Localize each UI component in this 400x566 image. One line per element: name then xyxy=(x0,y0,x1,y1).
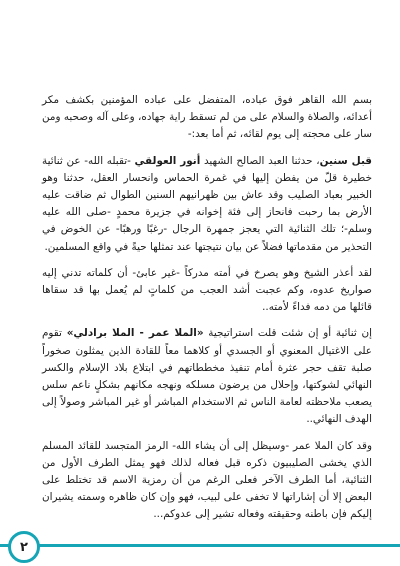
awlaki-text-2: -تقبله الله- عن ثنائية خطيرة قلّ من يفطن إليها في غمرة الحماس وانحسار العقل، حدثنا وهو الخبير بعباد الصليب وقد عاش بين ظهرانيهم السنين الطوال ثم ضاقت عليه الأرض بما رحبت فانحاز إلى فئة إخوانه في جزيرة محمدٍ -صلى الله عليه وسلم-؛ تلك الثنائية التي يعجز جمهرة الرجال -رغبًا ورهبًا- عن الخوض في التحذير من مقدماتها فضلاً عن بيان نتيجتها عند تمثلها حيةً في واقع المسلمين. xyxy=(42,154,372,253)
footer-divider xyxy=(0,544,400,547)
strategy-title: «الملا عمر - الملا برادلي» xyxy=(66,327,204,340)
before-years-lead: قبل سنين xyxy=(319,154,372,167)
mulla-text: وقد كان الملا عمر -وسيظل إلى أن يشاء الله- الرمز المتجسد للقائد المسلم الذي يخشى الصليبيون ذكره قبل فعاله لذلك فهو يمثل الطرف الأول من الثنائية، أما الطرف الآخر فعلى الرغم من أن رمزية الاسم قد تختلط على البعض إلا أن إشاراتها لا تخفى على لبيب، فهو وإن كان ظاهره وسمته يشيران إليكم فإن باطنه وحقيقته وفعاله تشير إلى عدوكم... xyxy=(42,439,372,521)
article-body xyxy=(42,92,372,530)
awlaki-name: أنور العولقي xyxy=(134,154,201,167)
paragraph-mulla xyxy=(42,438,372,524)
paragraph-strategy xyxy=(42,325,372,428)
page-number-badge xyxy=(8,531,40,563)
apology-text: لقد أعذر الشيخ وهو يصرخ في أمته مدركاً -غير عابئ- أن كلماته تدني إليه صواريخ عدوه، وكم عجبت أشد العجب من كلماتٍ لم يُعمل بها قد سقاها قائلها من دمه فداءً لأمته.. xyxy=(42,266,372,314)
paragraph-apology xyxy=(42,265,372,317)
strategy-text-1: إن ثنائية أو إن شئت قلت استراتيجية xyxy=(203,327,372,340)
paragraph-intro xyxy=(42,92,372,144)
awlaki-text-1: ، حدثنا العبد الصالح الشهيد xyxy=(200,154,320,167)
paragraph-awlaki xyxy=(42,153,372,256)
strategy-text-2: تقوم على الاغتيال المعنوي أو الجسدي أو كلاهما معاً للقادة الذين يمثلون صخوراً صلبة تقف حجر عثرة أمام تنفيذ مخططاتهم في ابتلاع بلاد الإسلام والكسر النهائي لشوكتها، وإحلال من يرضون مسلكه ونهجه مكانهم بشكلٍ ناعم سلس يصعب ملاحظته لعامة الناس ثم الاستخدام المباشر أو غير المباشر وصولاً إلى الهدف النهائي.. xyxy=(42,327,372,426)
intro-text: بسم الله القاهر فوق عباده، المتفضل على عباده المؤمنين بكشف مكر أعدائه، والصلاة والسلام على من لم تسقط راية جهاده، وعلى آله وصحبه ومن سار على محجته إلى يوم لقائه، ثم أما بعد:- xyxy=(42,94,372,141)
page-number: ٢ xyxy=(20,539,28,555)
